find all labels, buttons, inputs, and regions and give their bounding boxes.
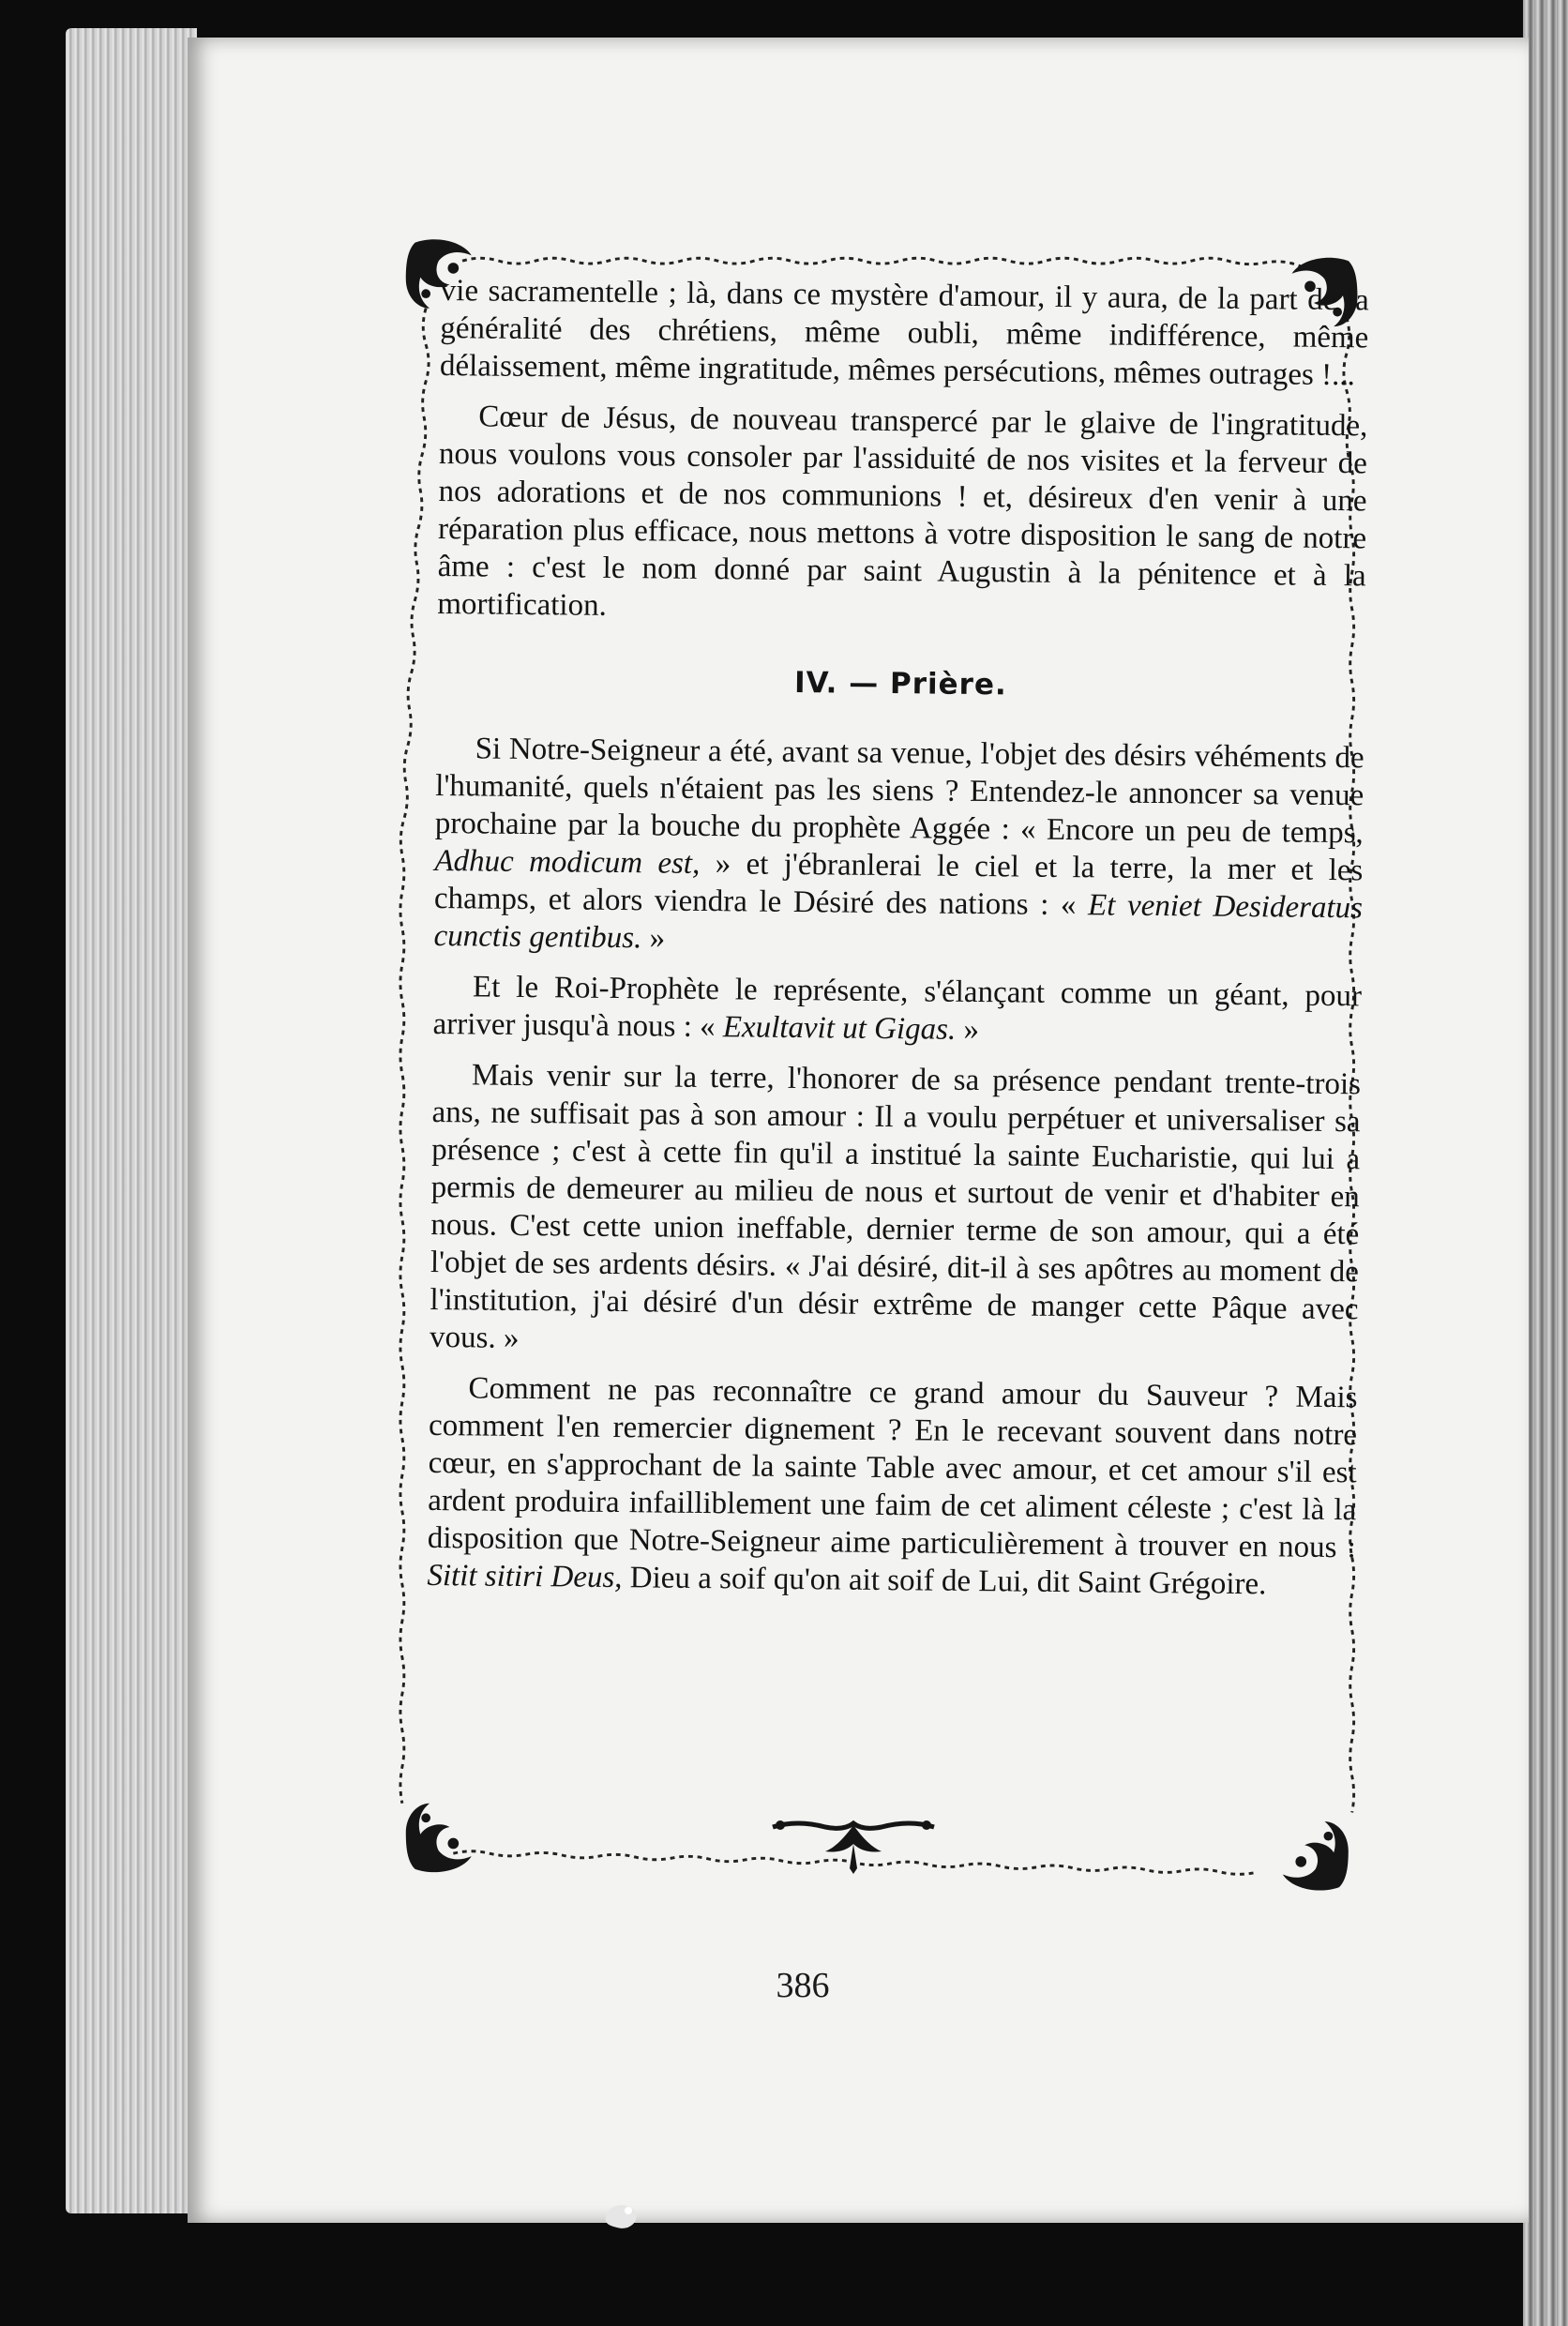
paragraph-3-text-a: Si Notre-Seigneur a été, avant sa venue, l'objet des désirs véhéments de l'humanité, quels n'étaient pas les siens ? Entendez-le annoncer sa venue prochaine par la bouche du prophète Aggée : « Encore un peu de temps, [434,732,1364,851]
paragraph-6-text-a: Comment ne pas reconnaître ce grand amour du Sauveur ? Mais comment l'en remercier dignement ? En le recevant souvent dans notre cœur, en s'approchant de la sainte Table avec amour, et cet amour s'il est ardent produira infailliblement une faim de cet aliment céleste ; c'est là la disposition que Notre-Seigneur aime particulièrement à trouver en nous : [427,1371,1358,1565]
paragraph-1: vie sacramentelle ; là, dans ce mystère d'amour, il y aura, de la part de la généralité des chrétiens, même oubli, même indifférence, même délaissement, même ingratitude, mêmes persécutions, mêmes outrages !... [439,273,1369,393]
paragraph-2: Cœur de Jésus, de nouveau transpercé par le glaive de l'ingratitude, nous voulons vous consoler par l'assiduité de nos visites et la ferveur de nos adorations et de nos communions ! et, désireux d'en venir à une réparation plus efficace, nous mettons à votre disposition le sang de notre âme : c'est le nom donné par saint Augustin à la pénitence et à la mortification. [437,400,1368,623]
paragraph-3-text-c: » [641,921,666,956]
book-page-edges [66,28,197,2213]
ink-smudge-icon [600,2199,641,2233]
paragraph-4 [432,968,1362,1052]
latin-quote-sitit: Sitit sitiri Deus, [427,1558,623,1595]
latin-quote-adhuc: Adhuc modicum est, [434,843,701,881]
page-text [427,272,1369,1617]
corner-ornament-bottom-left [406,1804,472,1872]
fleuron-ornament-icon [769,1810,938,1876]
paragraph-5: Mais venir sur la terre, l'honorer de sa présence pendant trente-trois ans, ne suffisait pas à son amour : Il a voulu perpétuer et universaliser sa présence ; c'est à cette fin qu'il a institué la sainte Eucharistie, qui lui a permis de demeurer au milieu de nous et surtout de venir et d'habiter en nous. C'est cette union ineffable, dernier terme de son amour, qui a été l'objet de ses ardents désirs. « J'ai désiré, dit-il à ses apôtres au moment de l'institution, j'ai désiré d'un désir extrême de manger cette Pâque avec vous. » [429,1058,1362,1355]
page-number: 386 [776,1966,830,2005]
section-heading: IV. — Prière. [793,665,1007,702]
latin-quote-exultavit: Exultavit ut Gigas. [722,1010,957,1047]
corner-ornament-bottom-right [1283,1821,1349,1890]
paragraph-6 [427,1369,1357,1604]
paragraph-3-text-b: » et j'ébranlerai le ciel et la terre, la mer et les champs, et alors viendra le Désiré des nations : « [433,846,1364,923]
paragraph-4-text-b: » [956,1012,980,1048]
paragraph-4-text-a: Et le Roi-Prophète le représente, s'élançant comme un géant, pour arriver jusqu'à nous : « [432,970,1363,1045]
paragraph-6-text-b: Dieu a soif qu'on ait soif de Lui, dit Saint Grégoire. [622,1561,1267,1602]
paragraph-3 [433,730,1364,964]
latin-quote-veniet: Et veniet Desideratus cunctis gentibus. [433,888,1364,956]
